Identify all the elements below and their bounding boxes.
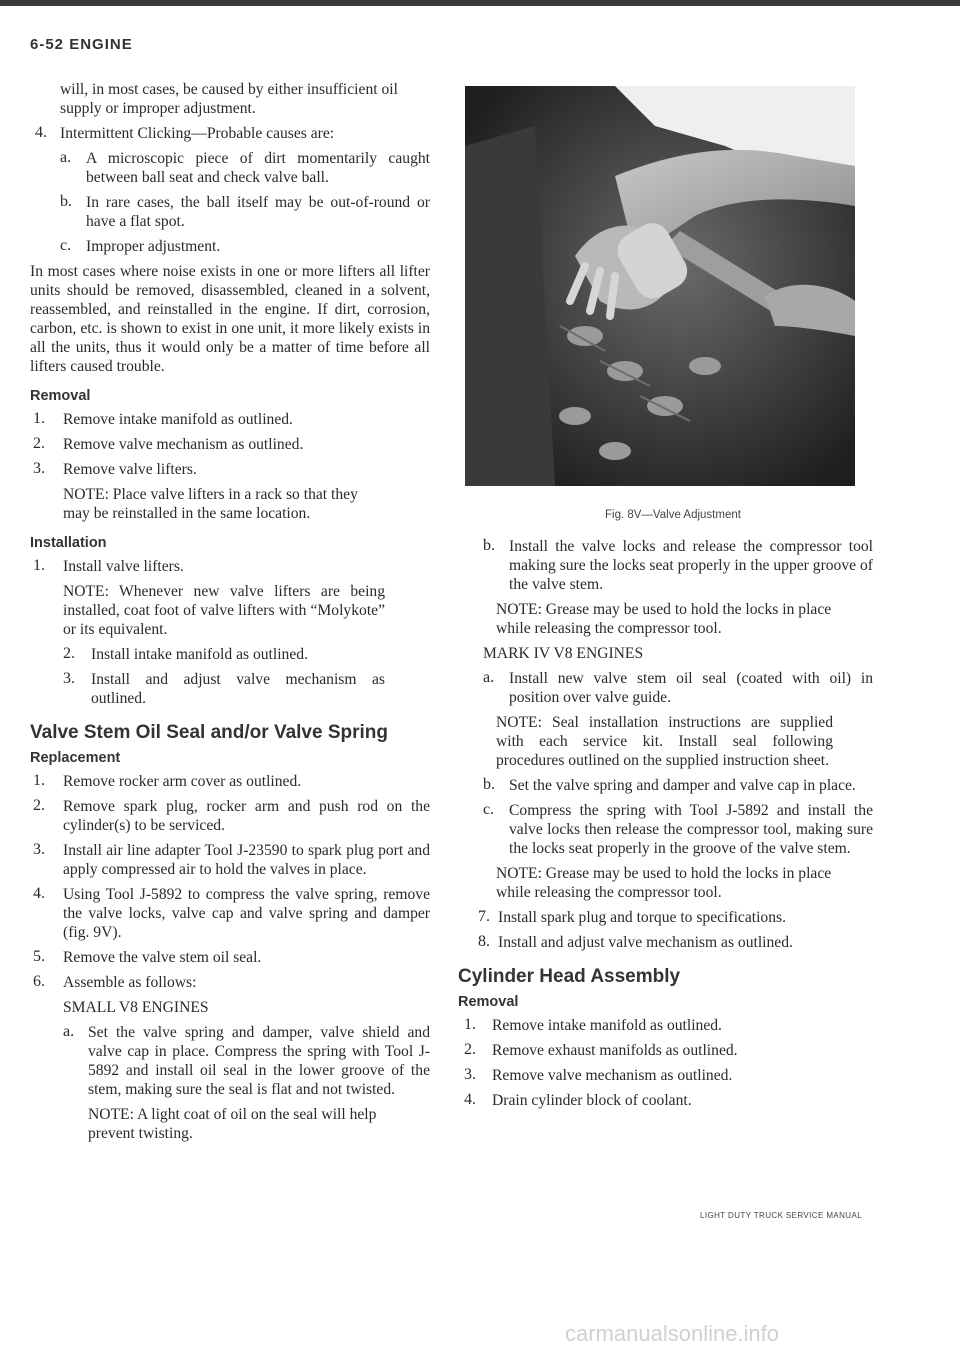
list-letter: a.	[63, 1023, 75, 1040]
list-text: Install and adjust valve mechanism as outlined.	[498, 934, 793, 951]
list-item	[464, 1091, 873, 1110]
small-v8-note: NOTE: A light coat of oil on the seal will help prevent twisting.	[88, 1106, 377, 1142]
list-item	[478, 933, 873, 952]
list-text: Remove rocker arm cover as outlined.	[63, 773, 302, 790]
grease-note: NOTE: Grease may be used to hold the locks in place while releasing the compressor tool.	[496, 601, 832, 637]
list-item	[30, 460, 430, 479]
list-item	[478, 776, 873, 795]
cylinder-head-heading: Cylinder Head Assembly	[458, 966, 681, 987]
list-text: Remove spark plug, rocker arm and push rod on the cylinder(s) to be serviced.	[63, 798, 430, 834]
list-number: 2.	[464, 1041, 476, 1058]
right-column	[458, 537, 873, 1116]
list-item	[30, 885, 430, 942]
list-item	[30, 435, 430, 454]
list-text: Install valve lifters.	[63, 558, 184, 575]
list-item	[30, 948, 430, 967]
list-text: Assemble as follows:	[63, 974, 197, 991]
list-letter: b.	[60, 193, 72, 210]
list-item	[478, 908, 873, 927]
section-heading: Valve Stem Oil Seal and/or Valve Spring	[30, 722, 388, 743]
replacement-heading: Replacement	[30, 750, 121, 766]
list-item	[30, 237, 430, 256]
list-text: Install air line adapter Tool J-23590 to spark plug port and apply compressed air to hold the valves in place.	[63, 842, 430, 878]
installation-heading: Installation	[30, 535, 107, 551]
figure-caption: Fig. 8V—Valve Adjustment	[605, 509, 741, 521]
list-text: Compress the spring with Tool J-5892 and install the valve locks then release the compressor tool, making sure the locks seat properly in the groove of the valve stem.	[509, 802, 873, 857]
list-text: Using Tool J-5892 to compress the valve spring, remove the valve locks, valve cap and valve spring and damper (fig. 9V).	[63, 886, 430, 941]
list-number: 5.	[33, 948, 45, 965]
list-number: 3.	[63, 670, 75, 687]
list-item	[478, 537, 873, 594]
list-letter: b.	[483, 537, 495, 554]
list-number: 1.	[33, 410, 45, 427]
page-header: 6-52 ENGINE	[30, 36, 133, 53]
list-number: 4.	[33, 885, 45, 902]
list-text: Remove valve mechanism as outlined.	[492, 1067, 733, 1084]
list-number: 1.	[33, 557, 45, 574]
list-text: Remove the valve stem oil seal.	[63, 949, 262, 966]
small-v8-label: SMALL V8 ENGINES	[63, 999, 209, 1016]
seal-note: NOTE: Seal installation instructions are supplied with each service kit. Install seal following procedures outlined on the supplied instruction sheet.	[496, 714, 833, 769]
removal-note: NOTE: Place valve lifters in a rack so that they may be reinstalled in the same location.	[63, 486, 358, 522]
list-item	[30, 670, 430, 708]
left-column	[30, 80, 430, 1143]
list-letter: a.	[60, 149, 72, 166]
list-text: Set the valve spring and damper and valve cap in place.	[509, 777, 856, 794]
installation-note: NOTE: Whenever new valve lifters are being installed, coat foot of valve lifters with “Molykote” or its equivalent.	[63, 583, 385, 638]
list-number: 2.	[63, 645, 75, 662]
intro-text: will, in most cases, be caused by either insufficient oil supply or improper adjustment.	[60, 81, 398, 117]
list-text: In rare cases, the ball itself may be out-of-round or have a flat spot.	[86, 194, 430, 230]
list-letter: c.	[483, 801, 495, 818]
list-text: Intermittent Clicking—Probable causes are:	[60, 125, 335, 142]
list-item	[30, 557, 430, 576]
list-text: Improper adjustment.	[86, 238, 221, 255]
list-text: Remove valve lifters.	[63, 461, 197, 478]
list-item	[30, 193, 430, 231]
watermark: carmanualsonline.info	[565, 1321, 780, 1346]
list-item	[464, 1066, 873, 1085]
list-text: Remove intake manifold as outlined.	[492, 1017, 722, 1034]
list-item	[478, 669, 873, 707]
list-number: 4.	[464, 1091, 476, 1108]
list-number: 8.	[478, 933, 490, 950]
list-number: 3.	[33, 841, 45, 858]
cylinder-removal-heading: Removal	[458, 994, 519, 1010]
engine-photo-drawing	[465, 86, 855, 486]
list-number: 2.	[33, 797, 45, 814]
list-number: 4.	[35, 124, 47, 141]
manual-footer: LIGHT DUTY TRUCK SERVICE MANUAL	[700, 1211, 863, 1220]
list-item	[30, 149, 430, 187]
list-item	[30, 797, 430, 835]
mark-iv-label: MARK IV V8 ENGINES	[483, 645, 644, 662]
list-text: Install spark plug and torque to specifications.	[498, 909, 786, 926]
list-number: 2.	[33, 435, 45, 452]
top-rule	[0, 0, 960, 6]
list-number: 7.	[478, 908, 490, 925]
list-letter: c.	[60, 237, 72, 254]
list-number: 1.	[33, 772, 45, 789]
list-item	[478, 801, 873, 858]
list-text: Remove valve mechanism as outlined.	[63, 436, 304, 453]
body-paragraph: In most cases where noise exists in one or more lifters all lifter units should be removed, disassembled, cleaned in a solvent, reassembled, and reinstalled in the engine. If dirt, corrosion, carbon, etc. is shown to exist in one unit, it more likely exists in all the units, thus it would only be a matter of time before all lifters caused trouble.	[30, 263, 430, 375]
list-text: Set the valve spring and damper, valve shield and valve cap in place. Compress the spring with Tool J-5892 and install oil seal in the lower groove of the stem, making sure the seal is flat and not twisted.	[88, 1024, 430, 1098]
list-letter: a.	[483, 669, 495, 686]
list-item	[464, 1016, 873, 1035]
list-text: Drain cylinder block of coolant.	[492, 1092, 692, 1109]
list-number: 3.	[464, 1066, 476, 1083]
list-item	[30, 973, 430, 992]
list-text: Install and adjust valve mechanism as outlined.	[91, 671, 385, 707]
list-item	[30, 1023, 430, 1099]
list-item	[30, 772, 430, 791]
list-number: 1.	[464, 1016, 476, 1033]
grease-note-2: NOTE: Grease may be used to hold the locks in place while releasing the compressor tool.	[496, 865, 832, 901]
valve-adjustment-photo	[465, 86, 855, 486]
list-item	[464, 1041, 873, 1060]
list-text: Install intake manifold as outlined.	[91, 646, 308, 663]
removal-heading: Removal	[30, 388, 91, 404]
list-item	[30, 645, 430, 664]
list-letter: b.	[483, 776, 495, 793]
list-text: Remove exhaust manifolds as outlined.	[492, 1042, 738, 1059]
list-item	[30, 410, 430, 429]
list-item	[30, 124, 430, 143]
list-item	[30, 841, 430, 879]
list-text: Install the valve locks and release the compressor tool making sure the locks seat properly in the upper groove of the valve stem.	[509, 538, 873, 593]
list-text: Remove intake manifold as outlined.	[63, 411, 293, 428]
list-text: Install new valve stem oil seal (coated with oil) in position over valve guide.	[509, 670, 873, 706]
list-text: A microscopic piece of dirt momentarily caught between ball seat and check valve ball.	[86, 150, 430, 186]
list-number: 6.	[33, 973, 45, 990]
list-number: 3.	[33, 460, 45, 477]
